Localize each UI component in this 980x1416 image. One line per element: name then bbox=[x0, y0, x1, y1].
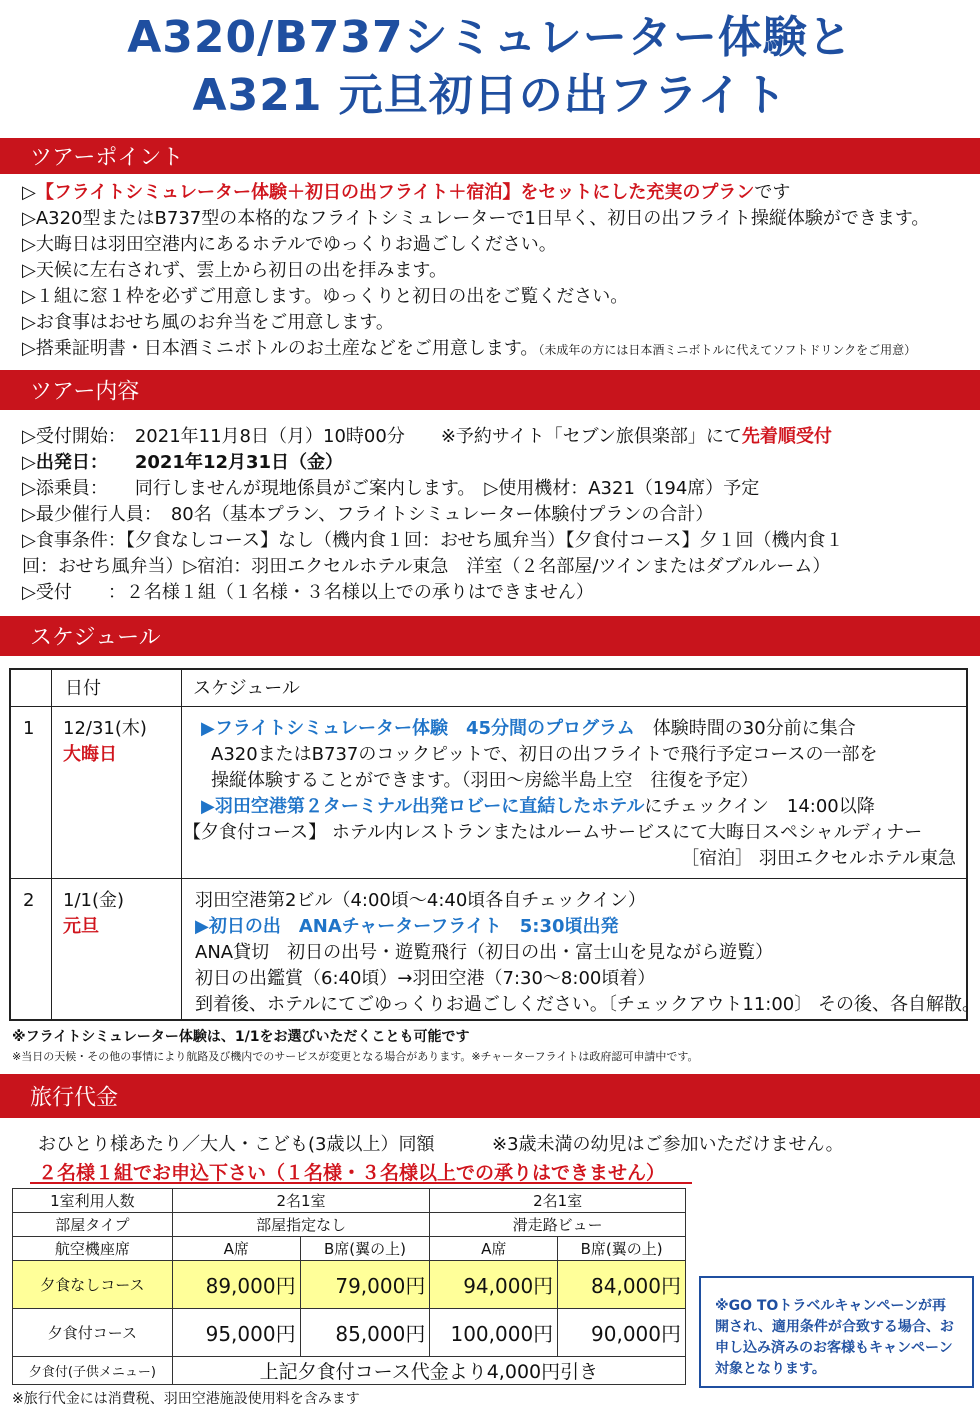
fare-cell: 部屋タイプ bbox=[13, 1213, 173, 1237]
content-line-7: ▷受付 ：２名様１組（１名様・３名様以上での承りはできません） bbox=[22, 582, 594, 603]
point-suffix: です bbox=[754, 182, 791, 203]
fare-table bbox=[12, 1188, 686, 1385]
point-3: ▷大晦日は羽田空港内にあるホテルでゆっくりお過ごしください。 bbox=[22, 234, 557, 255]
point-text: ▷搭乗証明書・日本酒ミニボトルのお土産などをご用意します。 bbox=[22, 338, 539, 359]
fare-row bbox=[13, 1237, 686, 1261]
schedule-highlight: ▶羽田空港第２ターミナル出発ロビーに直結したホテル bbox=[201, 796, 645, 817]
fare-cell: 夕食付コース bbox=[13, 1309, 173, 1357]
campaign-note: ※GO TOトラベルキャンペーンが再開され、適用条件が合致する場合、お申し込み済みのお客様もキャンペーン対象となります。 bbox=[699, 1276, 974, 1388]
fare-price: 85,000円 bbox=[300, 1309, 430, 1357]
content-line-4: ▷最少催行人員： 80名（基本プラン、フライトシミュレーター体験付プランの合計） bbox=[22, 504, 714, 525]
schedule-highlight: ▶フライトシミュレーター体験 45分間のプログラム bbox=[201, 718, 635, 739]
point-7 bbox=[22, 336, 916, 363]
section-title: スケジュール bbox=[30, 625, 161, 651]
row-date: 1/1(金) bbox=[63, 890, 125, 911]
content-line-3: ▷添乗員： 同行しませんが現地係員がご案内します。 ▷使用機材：A321（194席）予定 bbox=[22, 478, 760, 499]
fare-cell: 2名1室 bbox=[172, 1189, 430, 1213]
page-title-line1: A320/B737シミュレーター体験と bbox=[127, 12, 853, 63]
price-footnote: ※旅行代金には消費税、羽田空港施設使用料を含みます bbox=[12, 1391, 360, 1407]
fare-cell: 上記夕食付コース代金より4,000円引き bbox=[172, 1357, 685, 1385]
point-5: ▷１組に窓１枠を必ずご用意します。ゆっくりと初日の出をご覧ください。 bbox=[22, 286, 629, 307]
section-header-content bbox=[0, 370, 980, 410]
content-line-2 bbox=[22, 450, 343, 476]
section-header-schedule bbox=[0, 616, 980, 656]
point-note: （未成年の方には日本酒ミニボトルに代えてソフトドリンクをご用意） bbox=[538, 343, 917, 357]
row-date-label bbox=[63, 742, 117, 768]
row-date-label bbox=[63, 914, 99, 940]
departure-date: ▷出発日： 2021年12月31日（金） bbox=[22, 452, 344, 473]
point-highlight: 【フライトシミュレーター体験＋初日の出フライト＋宿泊】をセットにした充実のプラン bbox=[35, 182, 755, 203]
row-number: 1 bbox=[23, 718, 35, 739]
schedule-text: 体験時間の30分前に集合 bbox=[634, 718, 856, 739]
content-text: ▷受付開始： 2021年11月8日（月）10時00分 ※予約サイト「セブン旅倶楽部」にて bbox=[22, 426, 742, 447]
page-title-line2: A321 元旦初日の出フライト bbox=[192, 70, 788, 121]
fare-price: 95,000円 bbox=[172, 1309, 300, 1357]
schedule-line: 到着後、ホテルにてごゆっくりお過ごしください。〔チェックアウト11:00〕 その後、各自解散。 bbox=[195, 994, 980, 1015]
schedule-line: 羽田空港第2ビル（4:00頃～4:40頃各自チェックイン） bbox=[195, 890, 646, 911]
section-title: ツアー内容 bbox=[30, 379, 140, 405]
schedule-text: にチェックイン 14:00以降 bbox=[644, 796, 875, 817]
schedule-line bbox=[201, 716, 856, 742]
price-basis: おひとり様あたり／大人・こども(3歳以上）同額 bbox=[38, 1134, 435, 1155]
section-title: 旅行代金 bbox=[30, 1085, 119, 1111]
fare-row bbox=[13, 1309, 686, 1357]
header-schedule: スケジュール bbox=[193, 678, 300, 699]
fare-cell: B席(翼の上) bbox=[558, 1237, 686, 1261]
point-marker: ▷ bbox=[22, 182, 36, 203]
fare-cell: 2名1室 bbox=[430, 1189, 686, 1213]
fare-cell: B席(翼の上) bbox=[300, 1237, 430, 1261]
content-line-1 bbox=[22, 424, 832, 450]
point-1 bbox=[22, 180, 790, 206]
fare-cell: A席 bbox=[430, 1237, 558, 1261]
underline bbox=[30, 1182, 692, 1184]
fare-cell: 航空機座席 bbox=[13, 1237, 173, 1261]
fare-row bbox=[13, 1357, 686, 1385]
fare-price: 84,000円 bbox=[558, 1261, 686, 1309]
row-divider bbox=[11, 878, 966, 879]
schedule-line bbox=[195, 914, 619, 940]
schedule-line: 操縦体験することができます。（羽田～房総半島上空 往復を予定） bbox=[211, 770, 759, 791]
content-highlight: 先着順受付 bbox=[741, 426, 832, 447]
schedule-table bbox=[9, 668, 980, 1021]
price-age-note: ※3歳未満の幼児はご参加いただけません。 bbox=[492, 1134, 844, 1155]
fare-price: 90,000円 bbox=[558, 1309, 686, 1357]
fare-price: 89,000円 bbox=[172, 1261, 300, 1309]
schedule-line bbox=[201, 794, 875, 820]
fare-price: 94,000円 bbox=[430, 1261, 558, 1309]
fare-cell: 部屋指定なし bbox=[172, 1213, 430, 1237]
content-line-6: 回：おせち風弁当）▷宿泊：羽田エクセルホテル東急 洋室（２名部屋/ツインまたはダブルルーム） bbox=[22, 556, 831, 577]
date-highlight: 元旦 bbox=[63, 916, 99, 937]
fare-cell: 夕食付(子供メニュー) bbox=[13, 1357, 173, 1385]
schedule-line: 【夕食付コース】 ホテル内レストランまたはルームサービスにて大晦日スペシャルディナー bbox=[183, 822, 923, 843]
schedule-line: ［宿泊］ 羽田エクセルホテル東急 bbox=[681, 848, 956, 869]
fare-price: 79,000円 bbox=[300, 1261, 430, 1309]
application-condition: ２名様１組でお申込下さい（１名様・３名様以上での承りはできません） bbox=[38, 1162, 666, 1184]
schedule-line: A320またはB737のコックピットで、初日の出フライトで飛行予定コースの一部を bbox=[211, 744, 878, 765]
section-header-points bbox=[0, 138, 980, 174]
schedule-line: ANA貸切 初日の出号・遊覧飛行（初日の出・富士山を見ながら遊覧） bbox=[195, 942, 774, 963]
schedule-line: 初日の出鑑賞（6:40頃）→羽田空港（7:30～8:00頃着） bbox=[195, 968, 656, 989]
point-2: ▷A320型またはB737型の本格的なフライトシミュレーターで1日早く、初日の出フライト操縦体験ができます。 bbox=[22, 208, 930, 229]
date-highlight: 大晦日 bbox=[63, 744, 117, 765]
schedule-note: ※フライトシミュレーター体験は、1/1をお選びいただくことも可能です bbox=[12, 1029, 470, 1045]
schedule-highlight: ▶初日の出 ANAチャーターフライト 5:30頃出発 bbox=[195, 916, 619, 937]
fare-row bbox=[13, 1213, 686, 1237]
fare-price: 100,000円 bbox=[430, 1309, 558, 1357]
section-title: ツアーポイント bbox=[30, 145, 184, 171]
section-header-price bbox=[0, 1074, 980, 1118]
point-6: ▷お食事はおせち風のお弁当をご用意します。 bbox=[22, 312, 394, 333]
column-divider bbox=[181, 670, 182, 1019]
fare-cell: 滑走路ビュー bbox=[430, 1213, 686, 1237]
row-date: 12/31(木) bbox=[63, 718, 147, 739]
row-number: 2 bbox=[23, 890, 35, 911]
content-line-5: ▷食事条件：【夕食なしコース】なし（機内食１回：おせち風弁当）【夕食付コース】夕１回（機内食１ bbox=[22, 530, 844, 551]
fare-cell: 夕食なしコース bbox=[13, 1261, 173, 1309]
row-divider bbox=[11, 706, 966, 707]
fare-cell: A席 bbox=[172, 1237, 300, 1261]
schedule-disclaimer: ※当日の天候・その他の事情により航路及び機内でのサービスが変更となる場合があります。※チャーターフライトは政府認可申請中です。 bbox=[12, 1050, 699, 1063]
fare-row bbox=[13, 1189, 686, 1213]
column-divider bbox=[51, 670, 52, 1019]
fare-row bbox=[13, 1261, 686, 1309]
point-4: ▷天候に左右されず、雲上から初日の出を拝みます。 bbox=[22, 260, 447, 281]
fare-cell: 1室利用人数 bbox=[13, 1189, 173, 1213]
header-date: 日付 bbox=[65, 678, 101, 699]
